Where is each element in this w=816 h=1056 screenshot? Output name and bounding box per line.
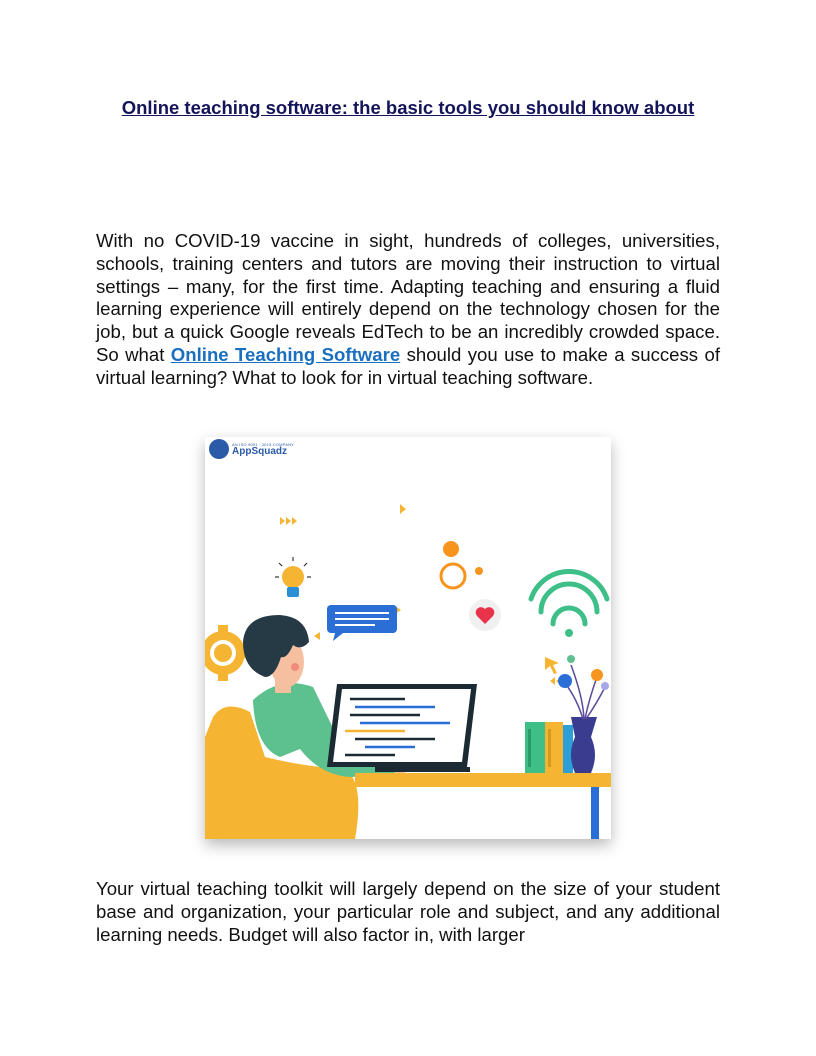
circle-decoration-icon — [441, 541, 483, 588]
online-teaching-illustration — [205, 437, 611, 839]
books-icon — [525, 722, 573, 773]
heart-icon — [469, 599, 501, 631]
online-teaching-software-link[interactable]: Online Teaching Software — [170, 343, 401, 365]
lightbulb-icon — [275, 557, 311, 597]
intro-text-before: With no COVID-19 vaccine in sight, hundreds of colleges, universities, schools, training centers and tutors are moving their instruction to virtual settings – many, for the first time. Adapting teaching and ensuring a fluid learning experience will entirely depend on the technology chosen for the job, but a quick Google reveals EdTech to be an incredibly crowded space. So what — [96, 230, 720, 365]
page-title: Online teaching software: the basic tools you should know about — [121, 97, 695, 118]
intro-text-after: should you use to make a success of virtual learning? What to look for in virtual teaching software. — [96, 343, 720, 388]
intro-paragraph — [96, 230, 720, 390]
arrow-decoration-icon — [280, 504, 561, 685]
brand-name: AppSquadz — [232, 445, 287, 457]
desk — [355, 773, 611, 839]
illustration-graphic — [205, 437, 611, 839]
cursor-arrow-icon — [545, 657, 559, 674]
chat-bubble-icon — [327, 605, 397, 641]
wifi-icon — [531, 571, 607, 637]
brand-tagline: AN ISO 9001 : 2015 COMPANY — [232, 441, 295, 447]
toolkit-paragraph: Your virtual teaching toolkit will largely depend on the size of your student base and organization, your particular role and subject, and any additional learning needs. Budget will also factor in, with larger — [96, 878, 720, 945]
laptop-icon — [327, 684, 477, 772]
